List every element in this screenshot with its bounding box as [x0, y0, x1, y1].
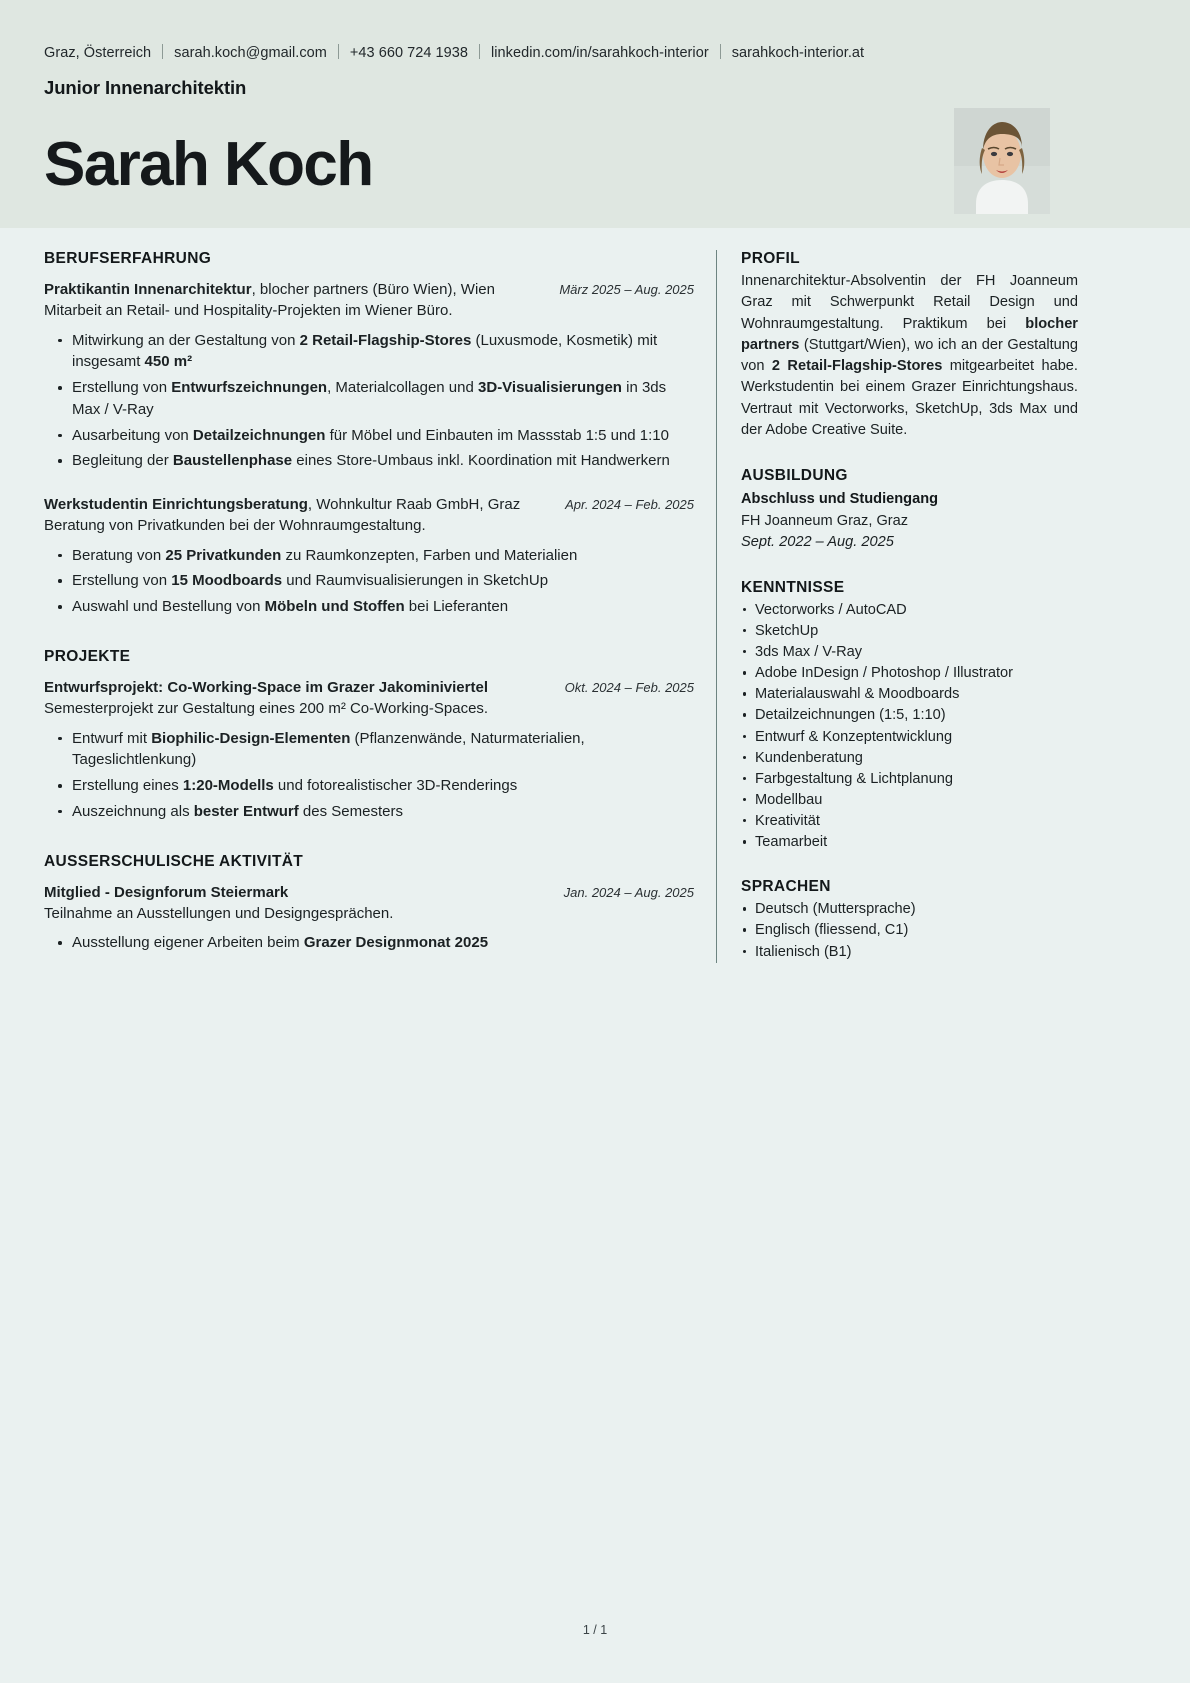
extracurricular-entries	[44, 882, 694, 954]
experience-entry	[44, 494, 694, 618]
contact-item[interactable]: +43 660 724 1938	[349, 45, 469, 61]
plain-text: Ausarbeitung von	[72, 426, 193, 444]
skill-item: Adobe InDesign / Photoshop / Illustrator	[741, 663, 1078, 683]
plain-text: Erstellung eines	[72, 777, 183, 795]
avatar	[954, 108, 1050, 214]
emphasis-text: Biophilic-Design-Elementen	[151, 729, 351, 747]
emphasis-text: Grazer Designmonat 2025	[303, 934, 489, 952]
emphasis-text: bester Entwurf	[193, 802, 299, 820]
skill-item: Modellbau	[741, 790, 1078, 810]
plain-text: des Semesters	[298, 802, 403, 820]
entry-employer: , Wohnkultur Raab GmbH, Graz	[307, 496, 521, 514]
emphasis-text: 15 Moodboards	[171, 572, 283, 590]
entry-role-title: Werkstudentin Einrichtungsberatung	[44, 496, 308, 514]
emphasis-text: 3D-Visualisierungen	[478, 379, 622, 397]
entry-bullet-list	[44, 932, 694, 954]
plain-text: (Stuttgart/Wien), wo ich an der Gestaltung von	[741, 336, 1078, 375]
education-date: Sept. 2022 – Aug. 2025	[741, 533, 894, 550]
entry-role	[44, 494, 520, 515]
language-item: Englisch (fliessend, C1)	[741, 920, 1078, 940]
emphasis-text: Baustellenphase	[172, 452, 293, 470]
plain-text: Begleitung der	[72, 452, 173, 470]
contact-item[interactable]: sarah.koch@gmail.com	[174, 45, 327, 61]
plain-text: und Raumvisualisierungen in SketchUp	[282, 572, 549, 590]
plain-text: Innenarchitektur-Absolventin der FH Joanneum Graz mit Schwerpunkt Retail Design und Wohnraumgestaltung. Praktikum bei	[741, 273, 1078, 332]
emphasis-text: Möbeln und Stoffen	[264, 598, 405, 616]
plain-text: , Materialcollagen und	[327, 379, 479, 397]
projects-entries	[44, 677, 694, 823]
emphasis-text: 1:20-Modells	[182, 777, 274, 795]
entry-summary: Beratung von Privatkunden bei der Wohnraumgestaltung.	[44, 517, 426, 535]
plain-text: eines Store-Umbaus inkl. Koordination mit Handwerkern	[292, 452, 670, 470]
language-item: Italienisch (B1)	[741, 942, 1078, 962]
emphasis-text: 25 Privatkunden	[165, 546, 282, 564]
sidebar-column	[716, 250, 1078, 963]
list-item	[44, 801, 694, 823]
skill-item: Teamarbeit	[741, 832, 1078, 852]
skill-item: Materialauswahl & Moodboards	[741, 684, 1078, 704]
skill-item: Farbgestaltung & Lichtplanung	[741, 769, 1078, 789]
experience-entry	[44, 677, 694, 823]
entry-date: Apr. 2024 – Feb. 2025	[565, 497, 694, 513]
contact-separator	[162, 44, 163, 59]
list-item	[44, 932, 694, 954]
entry-date: März 2025 – Aug. 2025	[559, 282, 694, 297]
plain-text: Entwurf mit	[72, 729, 152, 747]
contact-item[interactable]: linkedin.com/in/sarahkoch-interior	[491, 45, 709, 61]
section-title-languages: SPRACHEN	[741, 878, 831, 896]
plain-text: Auswahl und Bestellung von	[72, 598, 265, 616]
emphasis-text: blocher partners	[741, 315, 1078, 353]
list-item	[44, 450, 694, 472]
entry-bullet-list	[44, 728, 694, 823]
list-item	[44, 596, 694, 618]
language-item: Deutsch (Muttersprache)	[741, 899, 1078, 919]
emphasis-text: 450 m²	[144, 353, 193, 371]
portrait-photo-icon	[954, 108, 1050, 214]
entry-header	[44, 677, 694, 698]
plain-text: Auszeichnung als	[72, 802, 194, 820]
skill-item: 3ds Max / V-Ray	[741, 642, 1078, 662]
plain-text: bei Lieferanten	[404, 598, 509, 616]
contact-item: Graz, Österreich	[44, 45, 152, 61]
section-title-education: AUSBILDUNG	[741, 467, 848, 485]
entry-bullet-list	[44, 545, 694, 618]
experience-entry	[44, 279, 694, 472]
education-degree: Abschluss und Studiengang	[741, 491, 939, 508]
page-title: Sarah Koch	[44, 130, 373, 199]
header-band	[0, 0, 1190, 228]
entry-employer: , blocher partners (Büro Wien), Wien	[251, 281, 495, 298]
entry-role-title: Entwurfsprojekt: Co-Working-Space im Grazer Jakominiviertel	[44, 678, 488, 696]
plain-text: mitgearbeitet habe. Werkstudentin bei einem Grazer Einrichtungshaus. Vertraut mit Vectorworks, SketchUp, 3ds Max und der Adobe Creative Suite.	[741, 358, 1078, 439]
section-title-experience: BERUFSERFAHRUNG	[44, 250, 212, 267]
job-title: Junior Innenarchitektin	[44, 76, 247, 98]
entry-summary: Semesterprojekt zur Gestaltung eines 200 m² Co-Working-Spaces.	[44, 700, 489, 718]
section-title-profile: PROFIL	[741, 250, 800, 267]
plain-text: in 3ds Max / V-Ray	[72, 379, 667, 418]
emphasis-text: Detailzeichnungen	[192, 426, 326, 444]
plain-text: (Luxusmode, Kosmetik) mit insgesamt	[72, 331, 658, 371]
plain-text: und fotorealistischer 3D-Renderings	[273, 777, 518, 795]
contact-line	[44, 42, 1146, 63]
emphasis-text: 2 Retail-Flagship-Stores	[299, 331, 472, 349]
skill-item: Vectorworks / AutoCAD	[741, 600, 1078, 620]
entry-summary: Teilnahme an Ausstellungen und Designgesprächen.	[44, 904, 394, 922]
entry-role	[44, 677, 488, 698]
entry-role-title: Praktikantin Innenarchitektur	[44, 281, 252, 298]
entry-role	[44, 882, 288, 903]
list-item	[44, 775, 694, 797]
section-title-extracurricular: AUSSERSCHULISCHE AKTIVITÄT	[44, 852, 304, 870]
section-title-projects: PROJEKTE	[44, 647, 131, 665]
education-school: FH Joanneum Graz, Graz	[741, 512, 909, 529]
skills-list	[741, 600, 1078, 853]
list-item	[44, 545, 694, 567]
list-item	[44, 330, 694, 374]
entry-role	[44, 279, 495, 300]
list-item	[44, 728, 694, 772]
plain-text: (Pflanzenwände, Naturmaterialien, Tageslichtlenkung)	[72, 729, 585, 769]
emphasis-text: Entwurfszeichnungen	[171, 379, 328, 397]
resume-body	[0, 228, 1190, 963]
entry-role-title: Mitglied - Designforum Steiermark	[44, 883, 289, 901]
list-item	[44, 425, 694, 447]
contact-item[interactable]: sarahkoch-interior.at	[731, 45, 865, 61]
entry-header	[44, 279, 694, 300]
plain-text: für Möbel und Einbauten im Massstab 1:5 und 1:10	[325, 426, 669, 444]
skill-item: Entwurf & Konzeptentwicklung	[741, 727, 1078, 747]
plain-text: Mitwirkung an der Gestaltung von	[72, 331, 300, 349]
experience-entry	[44, 882, 694, 954]
entry-bullet-list	[44, 330, 694, 473]
main-column	[44, 250, 716, 958]
plain-text: Ausstellung eigener Arbeiten beim	[72, 934, 304, 952]
skill-item: Kreativität	[741, 811, 1078, 831]
contact-separator	[720, 44, 721, 59]
entry-date: Okt. 2024 – Feb. 2025	[564, 679, 694, 695]
page-indicator: 1 / 1	[582, 1623, 608, 1637]
emphasis-text: 2 Retail-Flagship-Stores	[771, 358, 943, 375]
contact-separator	[479, 44, 480, 59]
skill-item: Detailzeichnungen (1:5, 1:10)	[741, 705, 1078, 725]
contact-separator	[338, 44, 339, 59]
experience-entries	[44, 279, 694, 618]
profile-text	[741, 271, 1078, 441]
list-item	[44, 377, 694, 421]
entry-summary: Mitarbeit an Retail- und Hospitality-Projekten im Wiener Büro.	[44, 302, 453, 320]
section-title-skills: KENNTNISSE	[741, 578, 845, 596]
list-item	[44, 570, 694, 592]
plain-text: Erstellung von	[72, 379, 172, 397]
entry-gap	[44, 476, 694, 494]
skill-item: SketchUp	[741, 621, 1078, 641]
plain-text: Beratung von	[72, 546, 166, 564]
entry-header	[44, 882, 694, 903]
plain-text: zu Raumkonzepten, Farben und Materialien	[281, 546, 578, 564]
entry-date: Jan. 2024 – Aug. 2025	[563, 884, 694, 900]
entry-header	[44, 494, 694, 515]
plain-text: Erstellung von	[72, 572, 172, 590]
skill-item: Kundenberatung	[741, 748, 1078, 768]
languages-list	[741, 899, 1078, 961]
